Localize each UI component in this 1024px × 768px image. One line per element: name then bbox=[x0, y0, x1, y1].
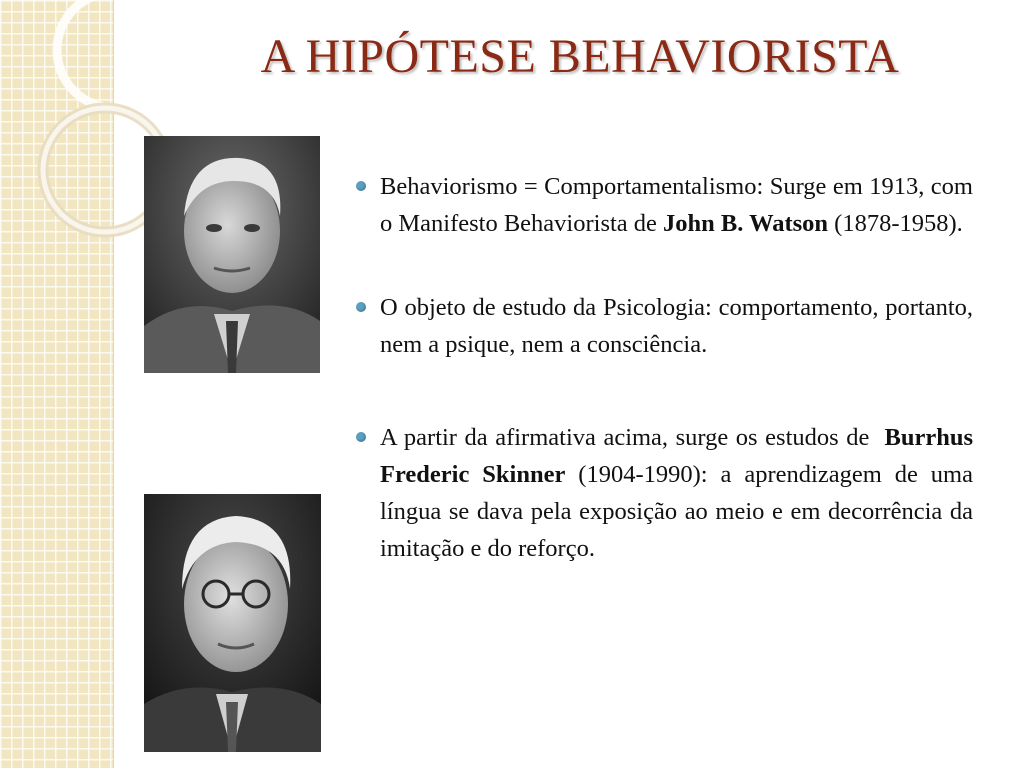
bullet-1-text: Behaviorismo = Comportamentalismo: Surge em 1913, com o Manifesto Behaviorista de bbox=[380, 173, 973, 237]
bullet-item-watson bbox=[356, 168, 973, 242]
bullet-icon bbox=[356, 432, 366, 442]
slide-title: A HIPÓTESE BEHAVIORISTA bbox=[260, 30, 900, 83]
bullet-item-object bbox=[356, 289, 973, 363]
bullet-icon bbox=[356, 302, 366, 312]
skinner-name: Burrhus Frederic Skinner bbox=[380, 424, 973, 488]
bullet-icon bbox=[356, 181, 366, 191]
watson-years: (1878-1958). bbox=[828, 210, 963, 237]
skinner-years: (1904-1990): a aprendizagem de uma língua se dava pela exposição ao meio e em decorrência da imitação e do reforço. bbox=[380, 461, 973, 562]
decorative-rings bbox=[0, 0, 140, 260]
skinner-portrait bbox=[144, 494, 321, 752]
watson-name: John B. Watson bbox=[663, 210, 829, 237]
bullet-2-text: O objeto de estudo da Psicologia: comportamento, portanto, nem a psique, nem a consciência. bbox=[380, 294, 973, 358]
bullet-list bbox=[356, 168, 973, 567]
bullet-3-text: A partir da afirmativa acima, surge os estudos de bbox=[380, 424, 885, 451]
bullet-item-skinner bbox=[356, 419, 973, 567]
watson-portrait bbox=[144, 136, 320, 373]
